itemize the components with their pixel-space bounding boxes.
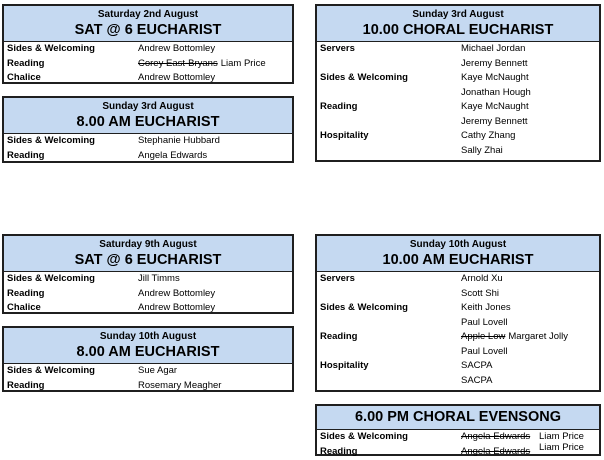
service-title: 10.00 AM EUCHARIST	[382, 252, 534, 268]
service-date: Sunday 10th August	[99, 331, 197, 342]
person-name: Michael Jordan	[461, 43, 526, 54]
roster-sun-10th-8am	[2, 326, 294, 392]
person-name: Andrew Bottomley	[138, 72, 216, 83]
role-label: Sides & Welcoming	[320, 72, 408, 83]
roster-header	[317, 6, 599, 42]
service-title: SAT @ 6 EUCHARIST	[74, 252, 222, 268]
roster-header	[4, 98, 292, 134]
roster-row	[4, 301, 292, 316]
service-title: 8.00 AM EUCHARIST	[76, 344, 220, 360]
service-title: 8.00 AM EUCHARIST	[76, 114, 220, 130]
service-title: 6.00 PM CHORAL EVENSONG	[354, 409, 561, 425]
person-name: SACPA	[461, 374, 493, 386]
role-label: Reading	[7, 287, 45, 299]
roster-row	[317, 330, 599, 345]
replacement-name: Liam Price	[539, 431, 584, 442]
role-label: Sides & Welcoming	[320, 302, 408, 313]
roster-row	[317, 287, 599, 302]
role-label: Servers	[320, 273, 355, 284]
person-name: Andrew Bottomley	[138, 287, 216, 299]
service-title: 10.00 CHORAL EUCHARIST	[362, 22, 554, 38]
roster-header	[317, 406, 599, 430]
roster-row	[317, 115, 599, 130]
roster-row	[317, 345, 599, 360]
roster-sat-9th-august	[2, 234, 294, 314]
person-name: Keith Jones	[461, 302, 511, 313]
role-label: Sides & Welcoming	[7, 43, 95, 54]
replacement-name: Liam Price	[220, 57, 266, 69]
role-label: Reading	[320, 445, 358, 457]
role-label: Sides & Welcoming	[7, 365, 95, 376]
service-date: Sunday 3rd August	[412, 9, 504, 20]
roster-row	[4, 57, 292, 72]
person-name: Arnold Xu	[461, 273, 503, 284]
roster-row	[317, 359, 599, 374]
role-label: Reading	[7, 149, 45, 161]
role-label: Hospitality	[320, 360, 369, 371]
roster-row	[317, 272, 599, 287]
roster-row	[4, 42, 292, 57]
person-name: Andrew Bottomley	[138, 43, 216, 54]
roster-row	[4, 287, 292, 302]
role-label: Sides & Welcoming	[7, 135, 95, 146]
roster-row	[317, 71, 599, 86]
roster-row	[4, 272, 292, 287]
roster-row	[4, 379, 292, 394]
roster-header	[4, 6, 292, 42]
person-name: Sue Agar	[138, 365, 178, 376]
roster-row	[317, 86, 599, 101]
role-label: Sides & Welcoming	[320, 431, 408, 442]
roster-row	[317, 57, 599, 72]
roster-header	[4, 236, 292, 272]
service-title: SAT @ 6 EUCHARIST	[74, 22, 222, 38]
role-label: Reading	[320, 331, 358, 342]
roster-row	[317, 441, 599, 460]
replacement-name: Liam Price	[539, 441, 584, 453]
roster-header	[4, 328, 292, 364]
person-name	[461, 330, 568, 345]
person-name: Andrew Bottomley	[138, 302, 216, 313]
roster-header	[317, 236, 599, 272]
person-name: Angela Edwards	[461, 431, 531, 442]
person-name: Rosemary Meagher	[138, 379, 222, 391]
struck-name: Apple Low	[461, 331, 506, 342]
person-name: Angela Edwards	[138, 149, 208, 161]
person-name: Stephanie Hubbard	[138, 135, 220, 146]
roster-row	[4, 71, 292, 86]
person-name: Paul Lovell	[461, 316, 508, 328]
person-name: Jill Timms	[138, 273, 180, 284]
roster-row	[317, 144, 599, 159]
role-label: Chalice	[7, 302, 41, 313]
roster-row	[317, 316, 599, 331]
person-name: Sally Zhai	[461, 144, 503, 156]
roster-row	[317, 301, 599, 316]
role-label: Reading	[320, 101, 358, 112]
person-name: Jeremy Bennett	[461, 115, 528, 127]
roster-sat-2nd-august	[2, 4, 294, 84]
struck-name: Corey East-Bryans	[138, 57, 218, 69]
roster-row	[4, 149, 292, 164]
role-label: Chalice	[7, 72, 41, 83]
roster-sun-3rd-10am	[315, 4, 601, 162]
role-label: Reading	[7, 57, 45, 69]
person-name: Scott Shi	[461, 287, 500, 299]
person-name: Cathy Zhang	[461, 130, 516, 141]
roster-row	[4, 134, 292, 149]
person-name: Kaye McNaught	[461, 72, 529, 83]
service-date: Saturday 2nd August	[97, 9, 199, 20]
replacement-name: Margaret Jolly	[508, 331, 569, 342]
roster-row	[317, 42, 599, 57]
role-label: Sides & Welcoming	[7, 273, 95, 284]
person-name: Angela Edwards	[461, 445, 531, 457]
person-name: Kaye McNaught	[461, 101, 529, 112]
role-label: Hospitality	[320, 130, 369, 141]
person-name: Jonathan Hough	[461, 86, 531, 98]
service-date: Sunday 10th August	[409, 239, 507, 250]
role-label: Servers	[320, 43, 355, 54]
person-name: Jeremy Bennett	[461, 57, 528, 69]
person-name	[138, 57, 266, 72]
person-name: SACPA	[461, 360, 493, 371]
roster-row	[317, 374, 599, 389]
person-name: Paul Lovell	[461, 345, 508, 357]
service-date: Saturday 9th August	[99, 239, 197, 250]
roster-row	[4, 364, 292, 379]
roster-evensong	[315, 404, 601, 456]
roster-sun-3rd-8am	[2, 96, 294, 163]
roster-sun-10th-10am	[315, 234, 601, 392]
role-label: Reading	[7, 379, 45, 391]
roster-row	[317, 100, 599, 115]
roster-row	[317, 129, 599, 144]
service-date: Sunday 3rd August	[102, 101, 194, 112]
